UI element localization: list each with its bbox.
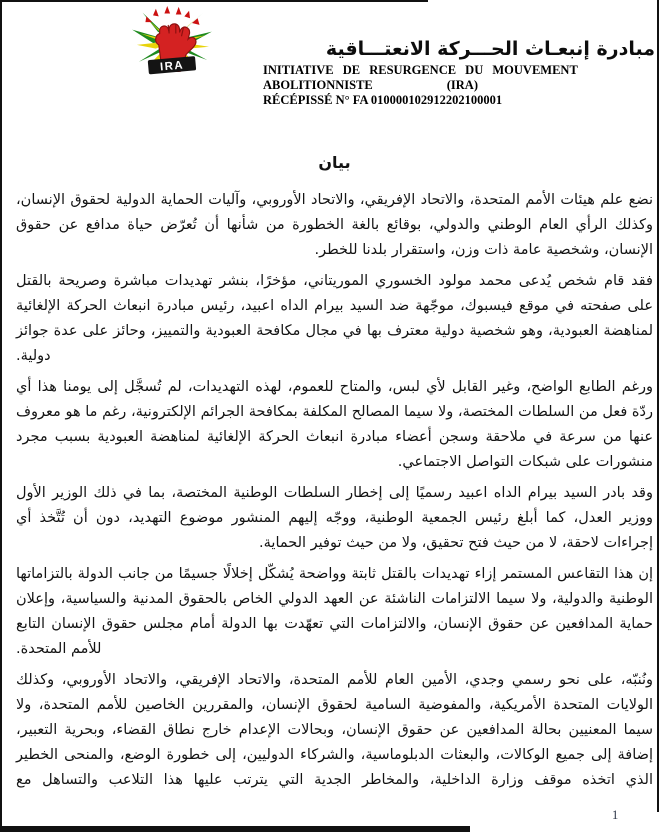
org-name-french-line2 xyxy=(263,78,478,93)
statement-body xyxy=(16,150,653,799)
statement-paragraph-1: نضع علم هيئات الأمم المتحدة، والاتحاد الإفريقي، والاتحاد الأوروبي، وآليات الحماية الدولية لحقوق الإنسان، وكذلك الرأي العام الوطني والدولي، بوقائع بالغة الخطورة من شأنها أن تُعرّض حياة مدافع عن حقوق الإنسان، وشخصية عامة ذات وزن، واستقرار بلدنا للخطر. xyxy=(16,192,653,258)
scan-border-bottom xyxy=(0,826,470,832)
scan-border-right xyxy=(657,0,659,812)
scan-border-left xyxy=(0,0,2,832)
page-number: 1 xyxy=(612,808,619,822)
ira-logo-icon xyxy=(128,5,216,79)
org-title-arabic: مبادرة إنبعـاث الحـــركة الانعتـــاقية xyxy=(325,38,655,60)
statement-paragraph-4: وقد بادر السيد بيرام الداه اعبيد رسميًا إلى إخطار السلطات الوطنية المختصة، بما في ذلك الوزير الأول ووزير العدل، كما أبلغ رئيس الجمعية الوطنية، ووجّه إليهم المنشور موضوع التهديد، دون أن تُتَّخذ أي إجراءات لاحقة، لا من حيث فتح تحقيق، ولا من حيث توفير الحماية. xyxy=(16,485,653,551)
scan-border-top xyxy=(0,0,428,2)
org-name-french-line1: INITIATIVE DE RESURGENCE DU MOUVEMENT xyxy=(263,63,578,77)
statement-paragraph-2: فقد قام شخص يُدعى محمد مولود الخسوري الموريتاني، مؤخرًا، بنشر تهديدات مباشرة وصريحة بالقتل على صفحته في موقع فيسبوك، موجّهة ضد السيد بيرام الداه اعبيد، رئيس مبادرة انبعاث الحركة الإلغائية لمناهضة العبودية، وهو شخصية دولية معترف بها في مجال مكافحة العبودية والتمييز، وحائز على عدة جوائز دولية. xyxy=(16,273,653,364)
statement-paragraph-6: ونُنبّه، على نحو رسمي وجدي، الأمين العام للأمم المتحدة، والاتحاد الإفريقي، والاتحاد الأوروبي، وكذلك الولايات المتحدة الأمريكية، والمفوضية السامية لحقوق الإنسان، والمقررين الخاصين للأمم المتحدة، ولا سيما المعنيين بحالة المدافعين عن حقوق الإنسان، وبحالات الإعدام خارج نطاق القضاء، وبحرية التعبير، إضافة إلى جميع الوكالات، والبعثات الدبلوماسية، والشركاء الدوليين، إلى خطورة الوضع، والمنحى الخطير الذي اتخذه موقف وزارة الداخلية، والمخاطر الجدية التي يترتب عليها هذا التلاعب والتساهل مع xyxy=(16,672,653,788)
logo-banner-label: IRA xyxy=(159,59,185,74)
org-acronym: (IRA) xyxy=(446,78,478,92)
statement-paragraph-3: ورغم الطابع الواضح، وغير القابل لأي لبس، والمتاح للعموم، لهذه التهديدات، لم تُسجَّل إلى يومنا هذا أي ردّة فعل من السلطات المختصة، ولا سيما المصالح المكلفة بمكافحة الجرائم الإلكترونية، رغم ما هو معروف عنها من سرعة في ملاحقة وسجن أعضاء مبادرة انبعاث الحركة الإلغائية لمناهضة العبودية بسبب مجرد منشورات على شبكات التواصل الاجتماعي. xyxy=(16,379,653,470)
statement-heading: بيان xyxy=(318,153,351,172)
letterhead xyxy=(263,36,655,108)
logo-red-drops xyxy=(145,6,199,25)
org-name-abolitionniste: ABOLITIONNISTE xyxy=(263,78,373,92)
statement-paragraph-5: إن هذا التقاعس المستمر إزاء تهديدات بالقتل ثابتة وواضحة يُشكّل إخلالًا جسيمًا من جانب الدولة بالتزاماتها الوطنية والدولية، ولا سيما الالتزامات الناشئة عن العهد الدولي الخاص بالحقوق المدنية والسياسية، وإعلان حماية المدافعين عن حقوق الإنسان، والالتزامات التي تعهّدت بها الدولة أمام مجلس حقوق الإنسان التابع للأمم المتحدة. xyxy=(16,566,653,657)
recepisse-number: RÉCÉPISSÉ N° FA 010000102912202100001 xyxy=(263,93,503,107)
